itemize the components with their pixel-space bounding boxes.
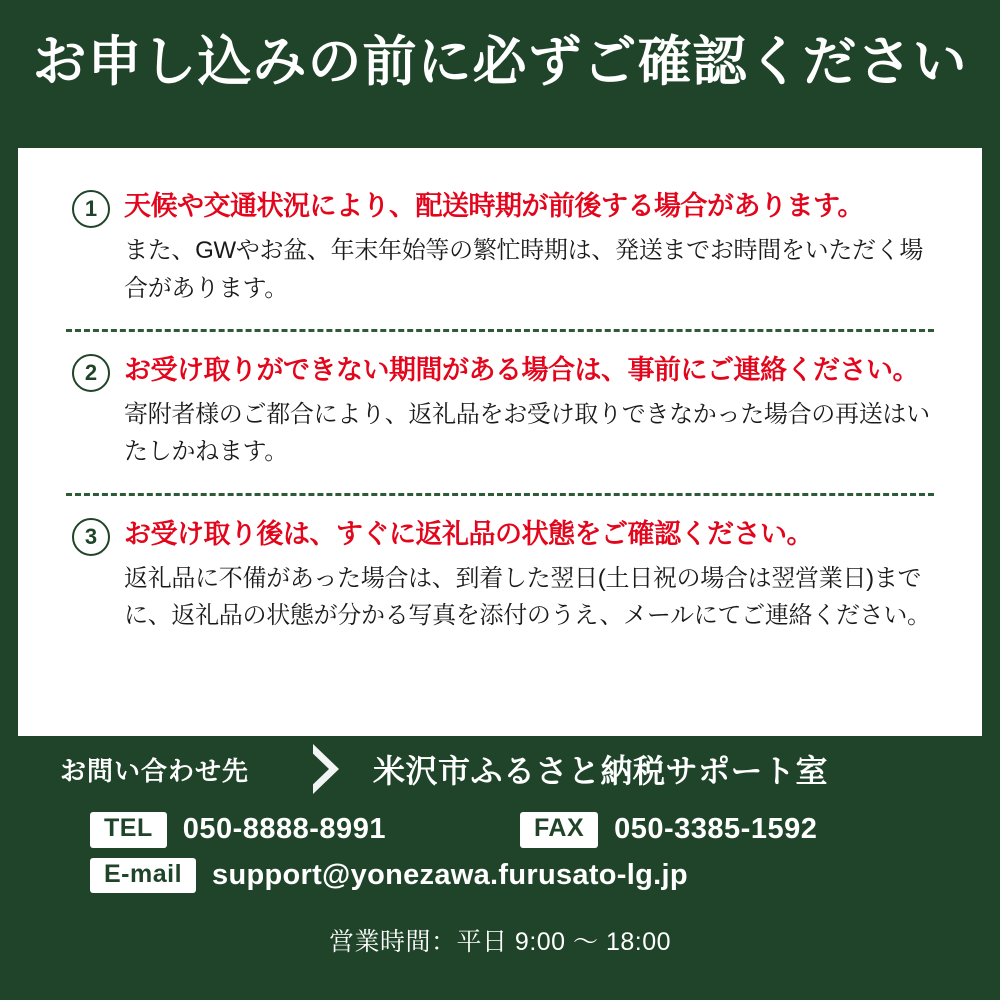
list-item [62, 352, 938, 485]
contact-organization: 米沢市ふるさと納税サポート室 [373, 753, 829, 789]
notice-number-badge: 2 [72, 354, 110, 392]
fax-value: 050-3385-1592 [614, 813, 818, 846]
arrow-right-inner-icon [303, 744, 329, 794]
page-title: お申し込みの前に必ずご確認ください [32, 32, 968, 92]
notice-list [18, 148, 982, 648]
list-item [62, 188, 938, 321]
notice-number-badge: 1 [72, 190, 110, 228]
notice-heading: お受け取りができない期間がある場合は、事前にご連絡ください。 [124, 354, 919, 385]
notice-number-badge: 3 [72, 518, 110, 556]
business-hours: 営業時間：平日 9:00 ～ 18:00 [328, 928, 672, 956]
contact-details [18, 812, 982, 893]
fax-cell [520, 812, 817, 848]
fax-tag: FAX [520, 812, 598, 848]
tel-tag: TEL [90, 812, 167, 848]
contact-bar [18, 736, 982, 802]
list-item [62, 516, 938, 649]
tel-value[interactable]: 050-8888-8991 [182, 813, 386, 846]
notice-card [18, 148, 982, 736]
contact-row-email [90, 858, 982, 894]
notice-body: 返礼品に不備があった場合は、到着した翌日(土日祝の場合は翌営業日)までに、返礼品の状態が分かる写真を添付のうえ、メールにてご連絡ください。 [124, 565, 931, 630]
divider [66, 493, 934, 496]
notice-body: 寄附者様のご都合により、返礼品をお受け取りできなかった場合の再送はいたしかねます。 [124, 401, 930, 466]
contact-label: お問い合わせ先 [60, 755, 250, 786]
notice-heading: 天候や交通状況により、配送時期が前後する場合があります。 [124, 191, 864, 221]
notice-body: また、GWやお盆、年末年始等の繁忙時期は、発送までお時間をいただく場合があります。 [124, 237, 924, 302]
contact-row-phone [18, 812, 982, 848]
tel-cell [90, 812, 520, 848]
notice-heading: お受け取り後は、すぐに返礼品の状態をご確認ください。 [124, 518, 813, 549]
email-value[interactable]: support@yonezawa.furusato-lg.jp [212, 858, 688, 891]
divider [66, 329, 934, 332]
email-tag: E-mail [90, 858, 196, 894]
